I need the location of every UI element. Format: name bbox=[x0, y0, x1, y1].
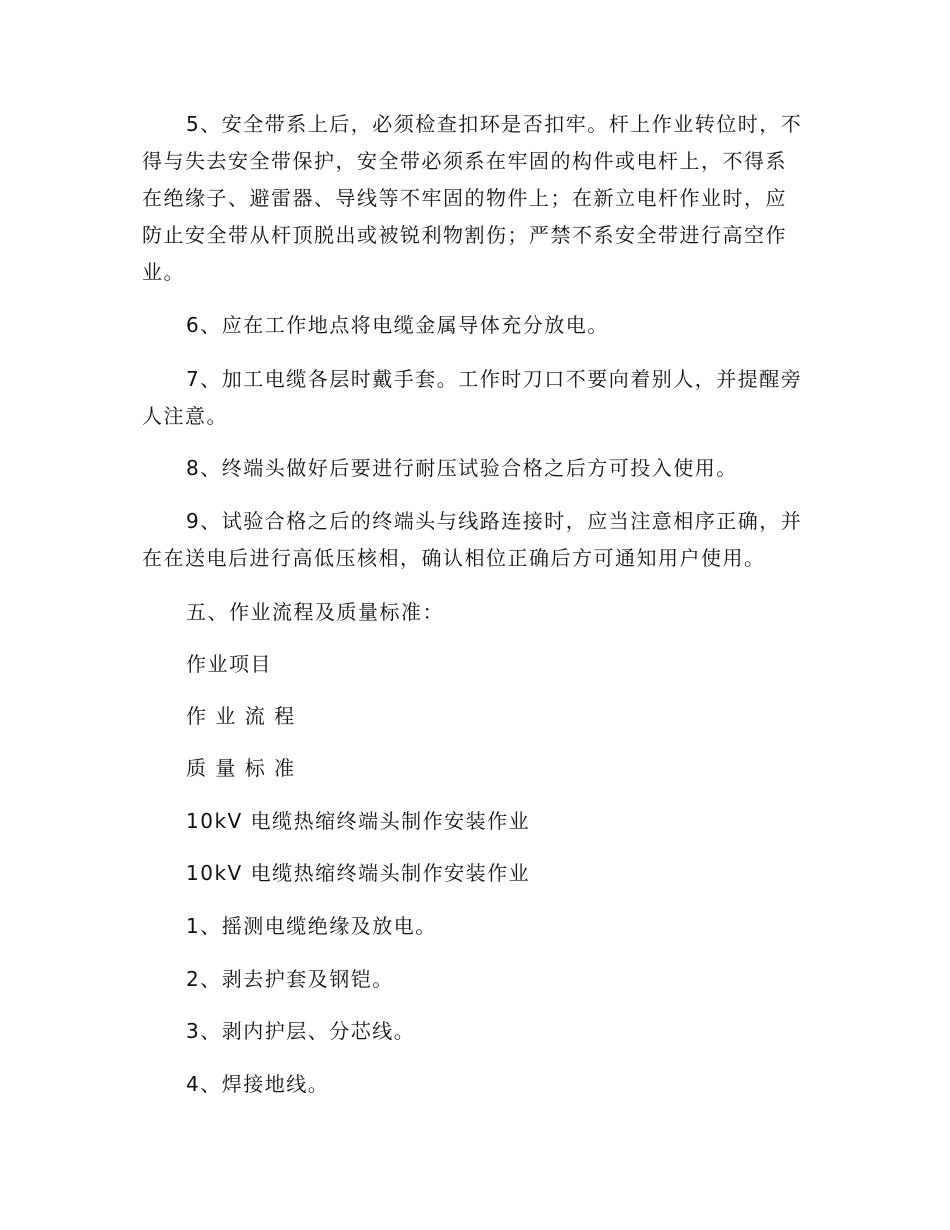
text-line: 在绝缘子、避雷器、导线等不牢固的物件上；在新立电杆作业时，应 bbox=[142, 186, 787, 210]
table-header-task: 作业项目 bbox=[186, 652, 272, 676]
section-heading: 五、作业流程及质量标准： bbox=[186, 600, 444, 624]
text-line: 在在送电后进行高低压核相，确认相位正确后方可通知用户使用。 bbox=[142, 546, 766, 570]
step-item: 1、摇测电缆绝缘及放电。 bbox=[186, 914, 437, 938]
paragraph-item-5 bbox=[142, 106, 812, 291]
task-name: 10kV 电缆热缩终端头制作安装作业 bbox=[186, 861, 531, 885]
step-item: 4、焊接地线。 bbox=[186, 1072, 330, 1096]
text-line: 8、终端头做好后要进行耐压试验合格之后方可投入使用。 bbox=[186, 456, 738, 480]
paragraph-item-6 bbox=[142, 307, 812, 344]
text-line: 得与失去安全带保护，安全带必须系在牢固的构件或电杆上，不得系 bbox=[142, 149, 787, 173]
table-header-process: 作 业 流 程 bbox=[186, 704, 296, 728]
step-item: 2、剥去护套及钢铠。 bbox=[186, 967, 394, 991]
table-header-quality: 质 量 标 准 bbox=[186, 756, 296, 780]
paragraph-item-8 bbox=[142, 450, 812, 487]
text-line: 7、加工电缆各层时戴手套。工作时刀口不要向着别人，并提醒旁 bbox=[186, 367, 803, 391]
text-line: 6、应在工作地点将电缆金属导体充分放电。 bbox=[186, 313, 609, 337]
task-name: 10kV 电缆热缩终端头制作安装作业 bbox=[186, 809, 531, 833]
paragraph-item-7 bbox=[142, 361, 812, 435]
text-line: 5、安全带系上后，必须检查扣环是否扣牢。杆上作业转位时，不 bbox=[186, 112, 803, 136]
step-item: 3、剥内护层、分芯线。 bbox=[186, 1019, 416, 1043]
text-line: 防止安全带从杆顶脱出或被锐利物割伤；严禁不系安全带进行高空作 bbox=[142, 223, 787, 247]
paragraph-item-9 bbox=[142, 503, 812, 577]
text-line: 人注意。 bbox=[142, 404, 228, 428]
text-line: 9、试验合格之后的终端头与线路连接时，应当注意相序正确，并 bbox=[186, 509, 803, 533]
text-line: 业。 bbox=[142, 260, 185, 284]
